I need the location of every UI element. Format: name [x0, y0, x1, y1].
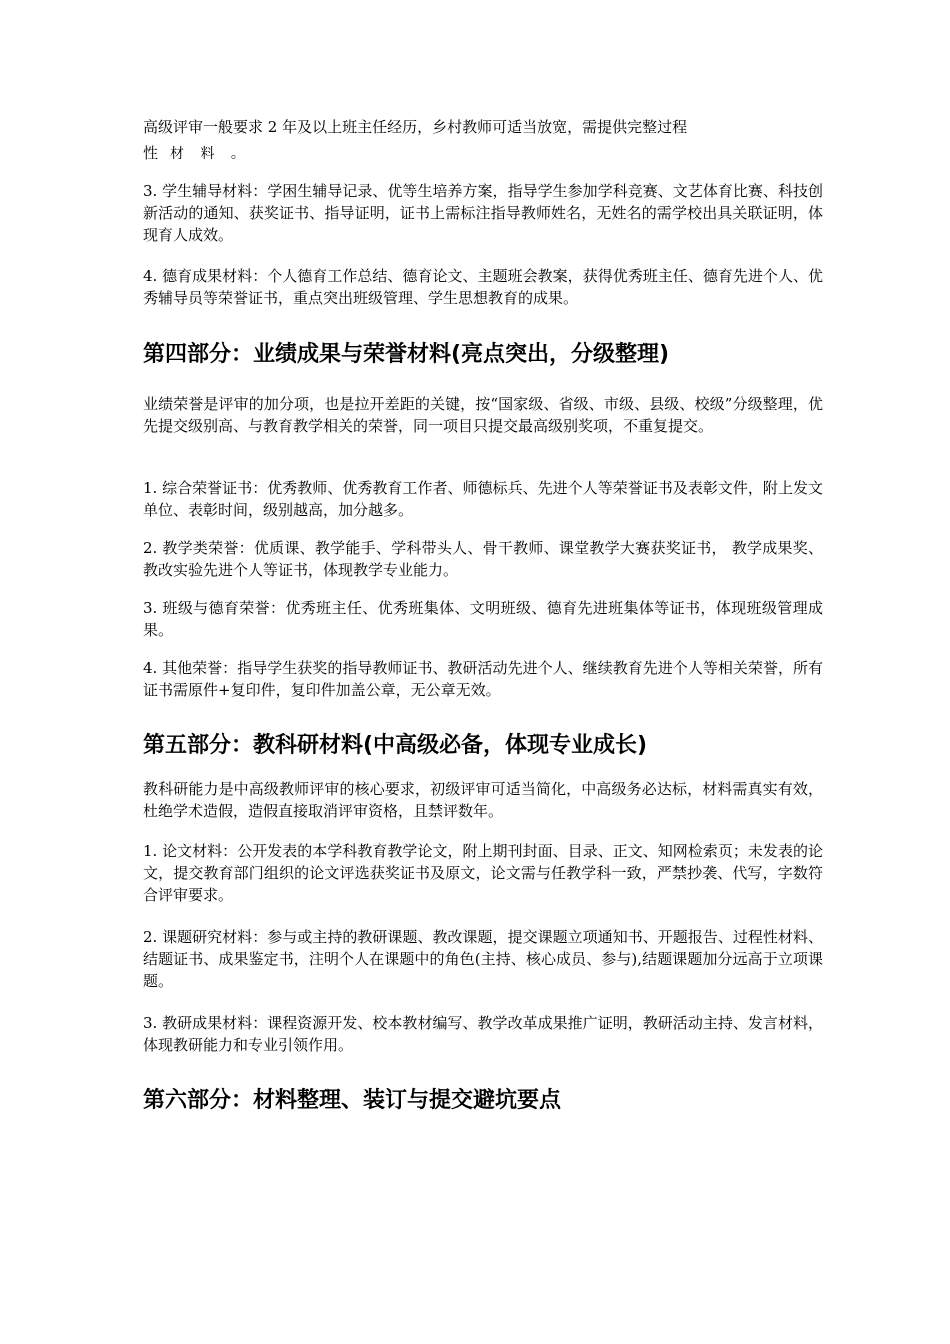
- section-heading: 第五部分：教科研材料(中高级必备，体现专业成长): [143, 733, 648, 758]
- part5-item-1: [143, 840, 823, 906]
- part4-item-4: [143, 657, 823, 701]
- list-item: 2. 课题研究材料：参与或主持的教研课题、教改课题，提交课题立项通知书、开题报告、过程性材料、结题证书、成果鉴定书，注明个人在课题中的角色(主持、核心成员、参与),结题课题加分远高于立项课题。: [143, 928, 823, 990]
- part5-section: [143, 731, 823, 761]
- list-item: 3. 教研成果材料：课程资源开发、校本教材编写、教学改革成果推广证明，教研活动主持、发言材料，体现教研能力和专业引领作用。: [143, 1014, 823, 1054]
- intro-line-1: 高级评审一般要求 2 年及以上班主任经历，乡村教师可适当放宽，需提供完整过程: [143, 118, 688, 136]
- part4-section: [143, 340, 823, 370]
- part4-intro: [143, 393, 823, 437]
- part4-item-3: [143, 597, 823, 641]
- list-item: 4. 其他荣誉：指导学生获奖的指导教师证书、教研活动先进个人、继续教育先进个人等相关荣誉，所有证书需原件+复印件，复印件加盖公章，无公章无效。: [143, 659, 823, 699]
- section-intro: 教科研能力是中高级教师评审的核心要求，初级评审可适当简化，中高级务必达标，材料需真实有效，杜绝学术造假，造假直接取消评审资格，且禁评数年。: [143, 780, 823, 820]
- list-item: 3. 班级与德育荣誉：优秀班主任、优秀班集体、文明班级、德育先进班集体等证书，体现班级管理成果。: [143, 599, 823, 639]
- part4-item-1: [143, 477, 823, 521]
- part5-item-3: [143, 1012, 823, 1056]
- list-item: 4. 德育成果材料：个人德育工作总结、德育论文、主题班会教案，获得优秀班主任、德育先进个人、优秀辅导员等荣誉证书，重点突出班级管理、学生思想教育的成果。: [143, 267, 823, 307]
- list-item: 2. 教学类荣誉：优质课、教学能手、学科带头人、骨干教师、课堂教学大赛获奖证书， 教学成果奖、教改实验先进个人等证书，体现教学专业能力。: [143, 539, 823, 579]
- part4-item-2: [143, 537, 823, 581]
- list-item: 1. 综合荣誉证书：优秀教师、优秀教育工作者、师德标兵、先进个人等荣誉证书及表彰文件，附上发文单位、表彰时间，级别越高，加分越多。: [143, 479, 823, 519]
- list-item: 3. 学生辅导材料：学困生辅导记录、优等生培养方案，指导学生参加学科竞赛、文艺体育比赛、科技创新活动的通知、获奖证书、指导证明，证书上需标注指导教师姓名，无姓名的需学校出具关联证明，体现育人成效。: [143, 182, 823, 244]
- part3-item-3: [143, 180, 823, 246]
- intro-line-2-start: 性: [143, 144, 159, 162]
- part3-item-4: [143, 265, 823, 309]
- part5-item-2: [143, 926, 823, 992]
- section-heading: 第四部分：业绩成果与荣誉材料(亮点突出，分级整理): [143, 342, 670, 367]
- intro-line-2-end: 材 料 。: [170, 146, 251, 162]
- section-intro: 业绩荣誉是评审的加分项，也是拉开差距的关键，按“国家级、省级、市级、县级、校级”分级整理，优先提交级别高、与教育教学相关的荣誉，同一项目只提交最高级别奖项，不重复提交。: [143, 395, 823, 435]
- part5-intro: [143, 778, 823, 822]
- part6-section: [143, 1086, 823, 1116]
- list-item: 1. 论文材料：公开发表的本学科教育教学论文，附上期刊封面、目录、正文、知网检索页；未发表的论文，提交教育部门组织的论文评选获奖证书及原文，论文需与任教学科一致，严禁抄袭、代写，字数符合评审要求。: [143, 842, 823, 904]
- intro-paragraph: [143, 115, 823, 166]
- section-heading: 第六部分：材料整理、装订与提交避坑要点: [143, 1088, 562, 1113]
- intro-line-2: [143, 141, 823, 166]
